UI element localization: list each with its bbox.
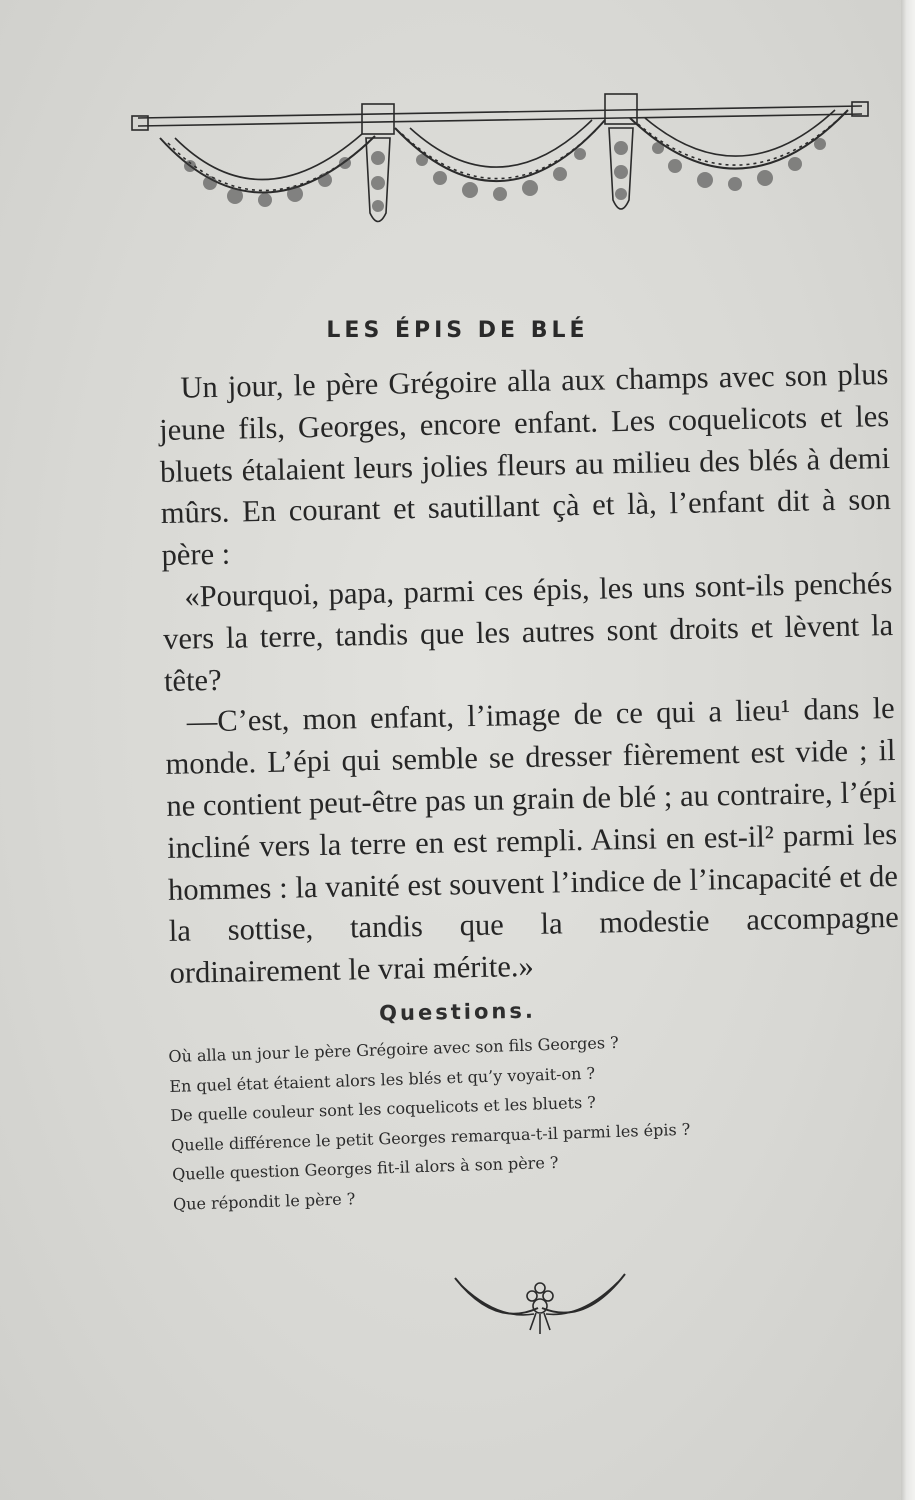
question-item: Où alla un jour le père Grégoire avec son fils Georges ?: [168, 1032, 619, 1066]
questions-heading: Questions.: [378, 998, 537, 1026]
floral-garland-ornament: [130, 88, 870, 248]
floral-tailpiece-ornament: [450, 1268, 630, 1348]
question-item: En quel état étaient alors les blés et qu’y voyait-on ?: [169, 1063, 596, 1096]
paragraph: Un jour, le père Grégoire alla aux champs avec son plus jeune fils, Georges, encore enfant. Les coquelicots et les bluets étalaient leurs jolies fleurs au milieu des blés à demi mûrs. En courant et sautillant çà et là, l’enfant dit à son père :: [158, 356, 891, 573]
questions-list: [168, 1021, 833, 1219]
page-edge: [901, 0, 915, 1500]
story-text: [158, 354, 900, 995]
question-item: De quelle couleur sont les coquelicots et les bluets ?: [170, 1092, 597, 1125]
question-item: Quelle question Georges fit-il alors à son père ?: [171, 1152, 559, 1184]
paragraph: —C’est, mon enfant, l’image de ce qui a lieu¹ dans le monde. L’épi qui semble se dresser fièrement est vide ; il ne contient peut-être pas un grain de blé ; au contraire, l’épi incliné vers la terre en est rempli. Ainsi en est-il² parmi les hommes : la vanité est souvent l’indice de l’incapacité et de la sottise, tandis que la modestie accompagne ordinairement le vrai mérite.»: [165, 691, 900, 991]
question-item: Quelle différence le petit Georges remarqua-t-il parmi les épis ?: [170, 1119, 691, 1155]
question-item: Que répondit le père ?: [172, 1188, 356, 1214]
page-title: LES ÉPIS DE BLÉ: [326, 318, 589, 343]
paragraph: «Pourquoi, papa, parmi ces épis, les uns sont-ils penchés vers la terre, tandis que les autres sont droits et lèvent la tête?: [162, 565, 894, 698]
